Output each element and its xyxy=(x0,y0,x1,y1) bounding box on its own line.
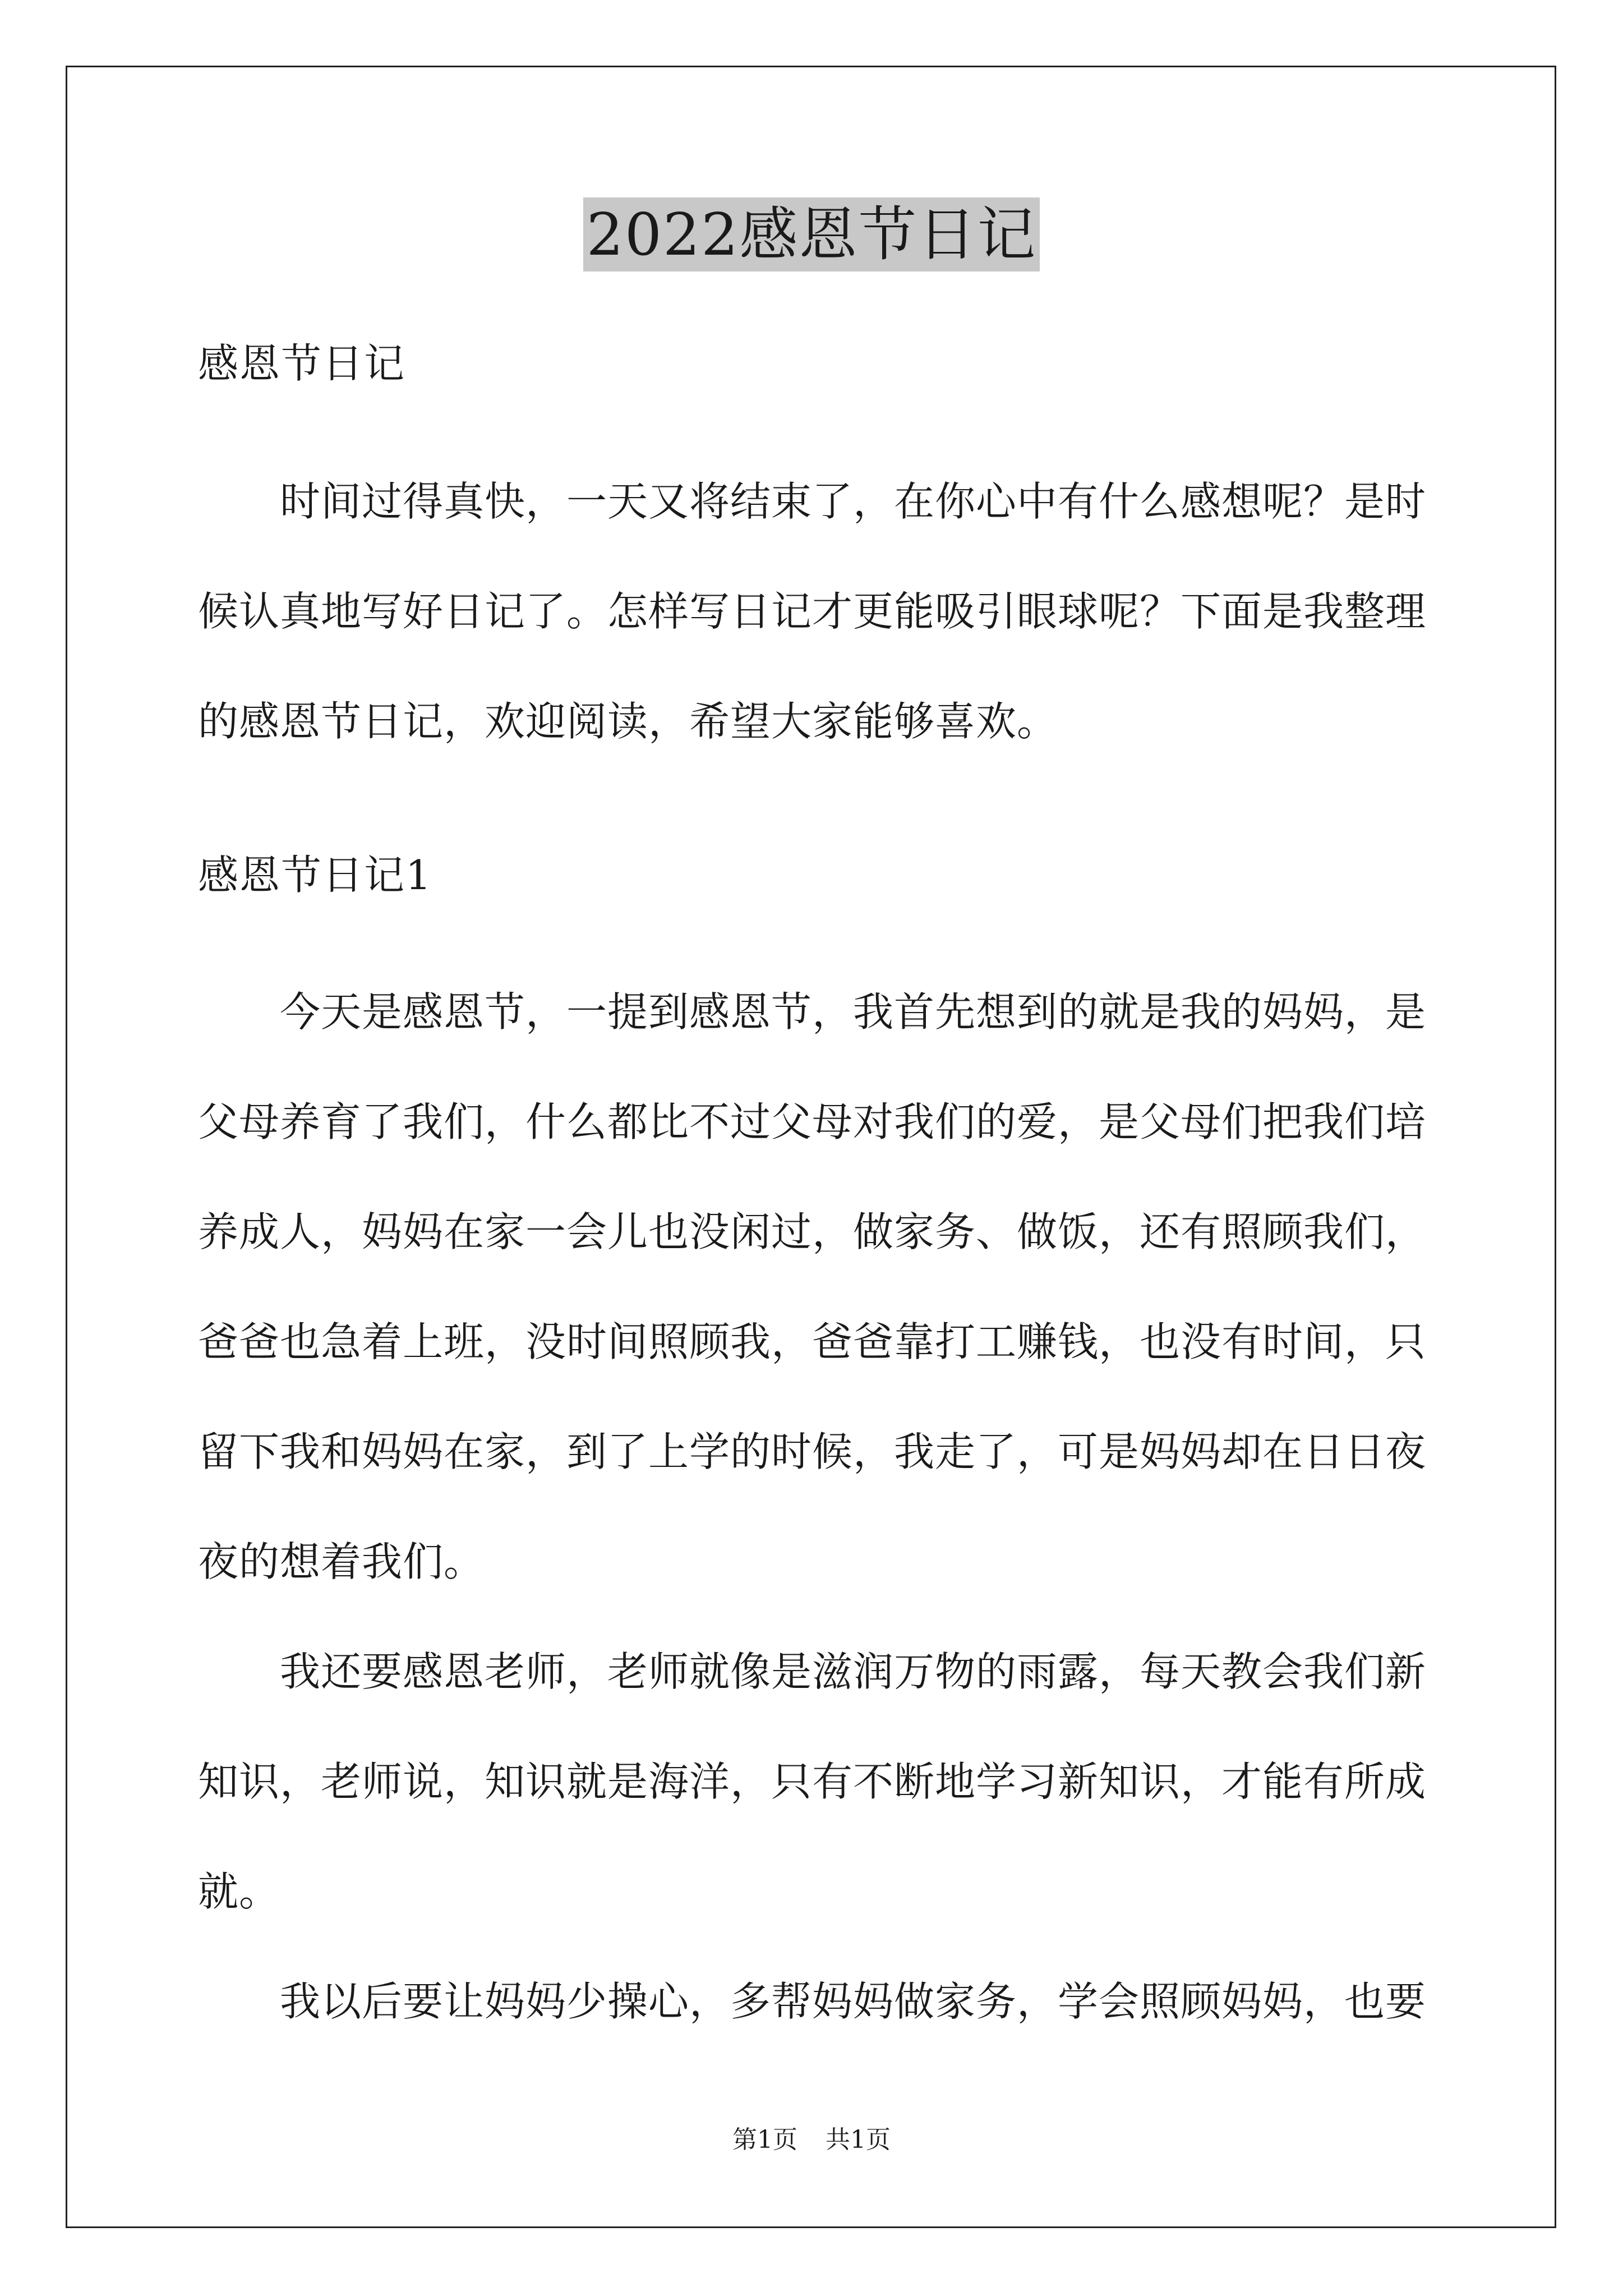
section-1-paragraph-2: 我还要感恩老师，老师就像是滋润万物的雨露，每天教会我们新知识，老师说，知识就是海洋，只有不断地学习新知识，才能有所成就。 xyxy=(198,1648,1427,1915)
document-title: 2022感恩节日记 xyxy=(583,197,1040,272)
title-container xyxy=(0,197,1623,272)
page-footer xyxy=(0,2123,1623,2157)
section-1-paragraph-1: 今天是感恩节，一提到感恩节，我首先想到的就是我的妈妈，是父母养育了我们，什么都比不过父母对我们的爱，是父母们把我们培养成人，妈妈在家一会儿也没闲过，做家务、做饭，还有照顾我们，爸爸也急着上班，没时间照顾我，爸爸靠打工赚钱，也没有时间，只留下我和妈妈在家，到了上学的时候，我走了，可是妈妈却在日日夜夜的想着我们。 xyxy=(198,988,1427,1585)
section-1-paragraph-3: 我以后要让妈妈少操心，多帮妈妈做家务，学会照顾妈妈，也要 xyxy=(280,1978,1427,2025)
intro-paragraph: 时间过得真快，一天又将结束了，在你心中有什么感想呢？是时候认真地写好日记了。怎样写日记才更能吸引眼球呢？下面是我整理的感恩节日记，欢迎阅读，希望大家能够喜欢。 xyxy=(198,478,1427,745)
page-total: 共1页 xyxy=(826,2125,891,2154)
document-body xyxy=(198,337,1426,2056)
intro-heading: 感恩节日记 xyxy=(198,340,406,387)
section-1-heading: 感恩节日记1 xyxy=(198,852,432,899)
page-number: 第1页 xyxy=(732,2125,797,2154)
